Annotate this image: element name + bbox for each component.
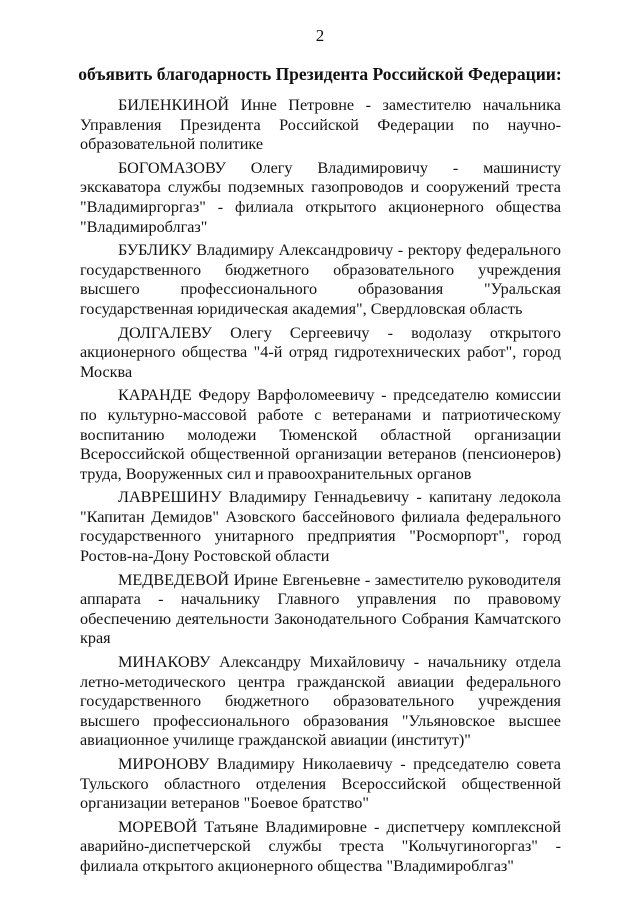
award-entry: БИЛЕНКИНОЙ Инне Петровне - заместителю начальника Управления Президента Российской Федерации по научно-образовательной политике — [80, 96, 561, 154]
page-number: 2 — [315, 26, 325, 45]
award-entry: БОГОМАЗОВУ Олегу Владимировичу - машинисту экскаватора службы подземных газопроводов и сооружений треста "Владимиргоргаз" - филиала открытого акционерного общества "Владимироблгаз" — [80, 158, 561, 236]
document-heading: объявить благодарность Президента Российской Федерации: — [78, 64, 562, 84]
award-entry: ДОЛГАЛЕВУ Олегу Сергеевичу - водолазу открытого акционерного общества "4-й отряд гидротехнических работ", город Москва — [80, 323, 561, 381]
award-entry: МИНАКОВУ Александру Михайловичу - начальнику отдела летно-методического центра гражданской авиации федерального государственного бюджетного образовательного учреждения высшего профессионального образования "Ульяновское высшее авиационное училище гражданской авиации (институт)" — [80, 653, 561, 750]
award-entry: БУБЛИКУ Владимиру Александровичу - ректору федерального государственного бюджетного образовательного учреждения высшего профессионального образования "Уральская государственная юридическая академия", Свердловская область — [80, 241, 561, 318]
award-list — [80, 96, 561, 881]
award-entry: МИРОНОВУ Владимиру Николаевичу - председателю совета Тульского областного отделения Всероссийской общественной организации ветеранов "Боевое братство" — [80, 755, 561, 813]
award-entry: КАРАНДЕ Федору Варфоломеевичу - председателю комиссии по культурно-массовой работе с ветеранами и патриотическому воспитанию молодежи Тюменской областной организации Всероссийской общественной организации ветеранов (пенсионеров) труда, Вооруженных сил и правоохранительных органов — [80, 386, 561, 483]
award-entry: ЛАВРЕШИНУ Владимиру Геннадьевичу - капитану ледокола "Капитан Демидов" Азовского бассейнового филиала федерального государственного унитарного предприятия "Росморпорт", город Ростов-на-Дону Ростовской области — [80, 488, 561, 566]
award-entry: МЕДВЕДЕВОЙ Ирине Евгеньевне - заместителю руководителя аппарата - начальнику Главного управления по правовому обеспечению деятельности Законодательного Собрания Камчатского края — [80, 570, 561, 648]
award-entry: МОРЕВОЙ Татьяне Владимировне - диспетчеру комплексной аварийно-диспетчерской службы треста "Кольчугиногоргаз" - филиала открытого акционерного общества "Владимироблгаз" — [80, 817, 561, 875]
